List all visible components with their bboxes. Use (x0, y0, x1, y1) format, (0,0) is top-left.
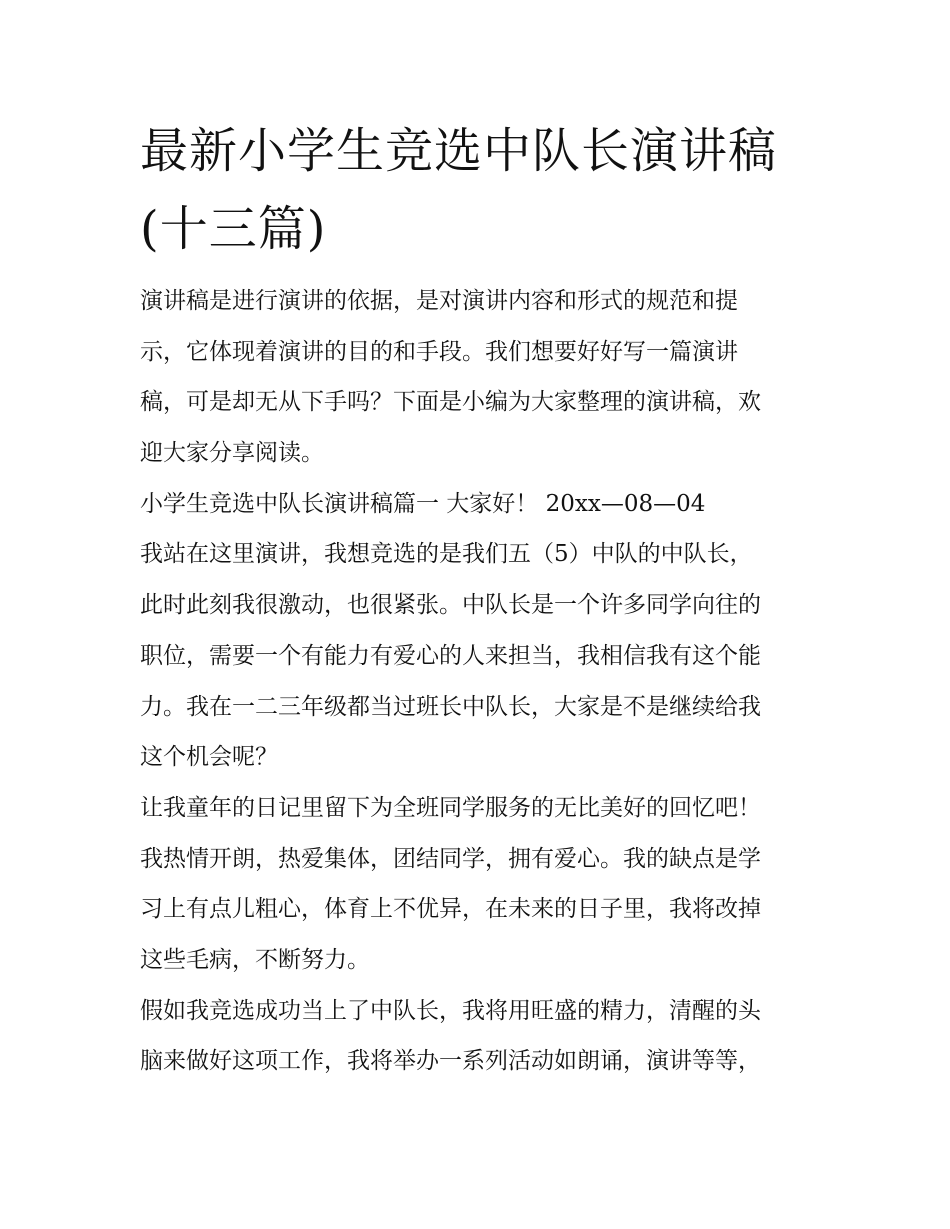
body-line-12: 我热情开朗，热爱集体，团结同学，拥有爱心。我的缺点是学 (140, 845, 761, 872)
body-line-4: 迎大家分享阅读。 (140, 440, 324, 467)
body-line-6: 我站在这里演讲，我想竞选的是我们五（5）中队的中队长， (140, 541, 753, 568)
body-line-8: 职位，需要一个有能力有爱心的人来担当，我相信我有这个能 (140, 642, 761, 669)
title-line-2: (十三篇) (140, 201, 327, 257)
body-line-5: 小学生竞选中队长演讲稿篇一 大家好！ 20xx—08—04 (140, 490, 706, 517)
body-line-7: 此时此刻我很激动，也很紧张。中队长是一个许多同学向往的 (140, 592, 761, 619)
body-line-10: 这个机会呢？ (140, 744, 278, 771)
body-line-16: 脑来做好这项工作，我将举办一系列活动如朗诵，演讲等等， (140, 1048, 761, 1075)
document-body (140, 276, 815, 1087)
body-line-15: 假如我竞选成功当上了中队长，我将用旺盛的精力，清醒的头 (140, 997, 761, 1024)
document-title (140, 112, 820, 268)
body-line-3: 稿，可是却无从下手吗？下面是小编为大家整理的演讲稿，欢 (140, 389, 761, 416)
title-line-1: 最新小学生竞选中队长演讲稿 (140, 123, 778, 179)
body-line-13: 习上有点儿粗心，体育上不优异，在未来的日子里，我将改掉 (140, 896, 761, 923)
body-line-11: 让我童年的日记里留下为全班同学服务的无比美好的回忆吧！ (140, 794, 761, 821)
body-line-9: 力。我在一二三年级都当过班长中队长，大家是不是继续给我 (140, 693, 761, 720)
body-line-1: 演讲稿是进行演讲的依据，是对演讲内容和形式的规范和提 (140, 288, 738, 314)
body-line-14: 这些毛病，不断努力。 (140, 946, 370, 973)
body-line-2: 示，它体现着演讲的目的和手段。我们想要好好写一篇演讲 (140, 338, 738, 365)
